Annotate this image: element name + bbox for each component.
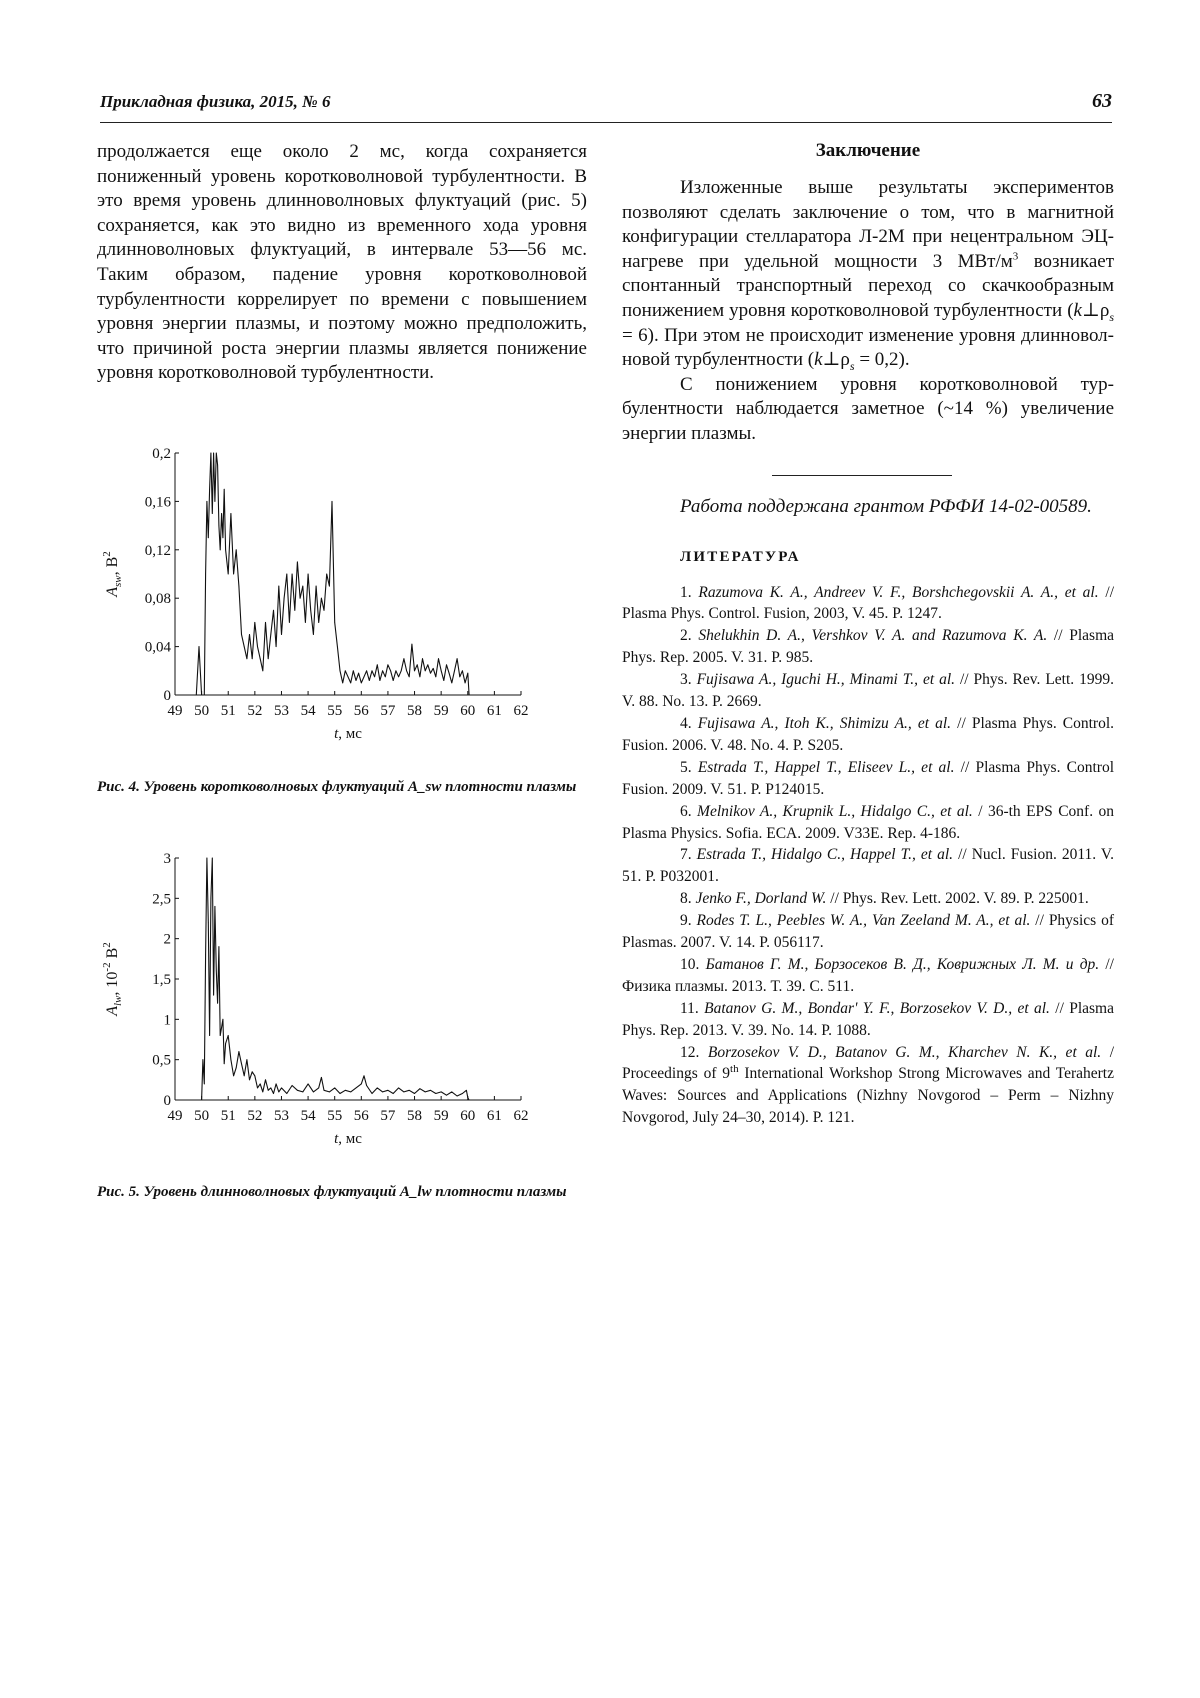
fig5-data-point [388, 1090, 389, 1091]
fig4-data-point [284, 598, 285, 599]
fig4-data-point [221, 513, 222, 514]
fig5-data-point [435, 1093, 436, 1094]
fig4-data-point [300, 598, 301, 599]
fig4-data-point [342, 683, 343, 684]
fig5-data-point [398, 1088, 399, 1089]
running-head [100, 90, 1112, 123]
fig5-data-point [425, 1092, 426, 1093]
fig4-data-point [205, 574, 206, 575]
fig4-data-point [326, 574, 327, 575]
fig5-data-point [467, 1097, 468, 1098]
fig5-y-tick-label: 0,5 [152, 1052, 171, 1069]
fig5-data-point [224, 1063, 225, 1064]
fig4-data-point [265, 622, 266, 623]
fig4-x-tick-label: 57 [380, 703, 396, 719]
fig4-data-point [209, 489, 210, 490]
fig4-data-point [377, 664, 378, 665]
fig4-data-point [308, 574, 309, 575]
fig4-data-point [233, 574, 234, 575]
fig4-x-tick-label: 52 [247, 703, 263, 719]
fig5-data-point [270, 1088, 271, 1089]
fig4-data-point [268, 658, 269, 659]
fig4-data-point [430, 673, 431, 674]
reference-item: 12. Borzosekov V. D., Batanov G. M., Kharchev N. K., et al. / Proceedings of 9th International Workshop Strong Microwaves and Terahertz Waves: Sources and Applications (Nizhny Novgorod – Perm – Nizhny Novgorod, July 24–30, 2014). P. 121. [622, 1043, 1115, 1127]
fig4-data-point [425, 670, 426, 671]
fig4-data-point [350, 683, 351, 684]
fig4-data-point [356, 680, 357, 681]
fig5-data-point [228, 1035, 229, 1036]
figure-5 [97, 850, 587, 1180]
fig5-data-point [209, 1035, 210, 1036]
conclusion-paragraph-1 [622, 176, 1114, 373]
fig5-x-tick-label: 57 [380, 1108, 396, 1124]
fig5-data-point [318, 1088, 319, 1089]
fig4-data-point [302, 586, 303, 587]
figure-5-caption-text: Рис. 5. Уровень длинноволновых флуктуаций A_lw плотности плазмы [97, 1184, 567, 1200]
reference-item: 5. Estrada T., Happel T., Eliseev L., et al. // Plasma Phys. Control Fusion. 2009. V. 51. P. P124015. [622, 758, 1115, 798]
fig4-data-point [260, 658, 261, 659]
fig5-data-point [212, 858, 213, 859]
figure-4-chart [97, 445, 587, 770]
fig5-data-point [207, 858, 208, 859]
fig4-data-point [273, 610, 274, 611]
references-title: ЛИТЕРАТУРА [680, 548, 801, 565]
fig4-data-point [292, 574, 293, 575]
fig5-data-point [225, 1043, 226, 1044]
fig4-x-tick-label: 61 [486, 703, 502, 719]
fig4-data-point [393, 680, 394, 681]
fig4-data-point [465, 683, 466, 684]
fig5-data-point [356, 1088, 357, 1089]
fig4-data-point [427, 664, 428, 665]
fig5-data-point [334, 1088, 335, 1089]
fig5-data-point [297, 1090, 298, 1091]
figure-4 [97, 445, 587, 775]
fig4-data-point [321, 598, 322, 599]
fig4-data-point [469, 695, 470, 696]
fig5-data-point [457, 1096, 458, 1097]
fig5-data-point [247, 1059, 248, 1060]
fig5-x-tick-label: 49 [167, 1108, 183, 1124]
fig4-x-tick-label: 49 [167, 703, 183, 719]
fig5-y-tick-label: 1 [163, 1012, 171, 1029]
fig5-data-point [366, 1085, 367, 1086]
conclusion-sup: 3 [1012, 250, 1019, 263]
fig5-data-point [211, 898, 212, 899]
fig4-data-point [236, 549, 237, 550]
fig4-data-point [417, 664, 418, 665]
fig5-data-point [469, 1100, 470, 1101]
reference-item: 3. Fujisawa A., Iguchi H., Minami T., et al. // Phys. Rev. Lett. 1999. V. 88. No. 13. P. 2669. [622, 671, 1115, 711]
fig4-data-point [459, 676, 460, 677]
fig4-x-tick-label: 50 [194, 703, 210, 719]
fig4-data-point [244, 646, 245, 647]
fig4-data-point [433, 668, 434, 669]
fig5-y-tick-label: 3 [163, 851, 171, 867]
conclusion-text-c: = 6). При этом не происходит изменение уровня длинноволновой турбулентности ( [622, 324, 1114, 371]
fig4-y-tick-label: 0,2 [152, 446, 171, 462]
fig5-data-point [252, 1071, 253, 1072]
fig4-data-point [228, 574, 229, 575]
conclusion-text-a: Изложенные выше результаты экспериментов позволяют сделать заключение о том, что в магнитной конфигурации стелларатора Л-2М при нецентральном ЭЦ-нагреве при удельной мощности 3 МВт/м [622, 177, 1114, 272]
fig4-x-tick-label: 62 [513, 703, 529, 719]
fig4-data-point [262, 670, 263, 671]
fig4-data-point [324, 610, 325, 611]
reference-item: 9. Rodes T. L., Peebles W. A., Van Zeeland M. A., et al. // Physics of Plasmas. 2007. V. 14. P. 056117. [622, 912, 1114, 952]
reference-item: 6. Melnikov A., Krupnik L., Hidalgo C., et al. / 36-th EPS Conf. on Plasma Physics. Sofia. ECA. 2009. V33E. Rep. 4-186. [622, 802, 1115, 842]
fig4-data-point [241, 634, 242, 635]
fig4-data-point [435, 676, 436, 677]
fig4-data-point [249, 634, 250, 635]
fig4-x-tick-label: 51 [220, 703, 236, 719]
fig4-data-point [254, 622, 255, 623]
conclusion-text-b: возникает спонтанный транспортный переход со скачкообразным понижением уровня коротковолновой турбулентности ( [622, 250, 1115, 321]
fig5-x-tick-label: 59 [433, 1108, 449, 1124]
fig4-data-point [310, 610, 311, 611]
symbol-k-2: k [814, 349, 823, 371]
reference-item: 4. Fujisawa A., Itoh K., Shimizu A., et al. // Plasma Phys. Control. Fusion. 2006. V. 48. No. 4. P. S205. [622, 714, 1115, 754]
fig5-x-tick-label: 56 [353, 1108, 369, 1124]
figure-4-caption [97, 777, 587, 797]
fig4-data-point [219, 525, 220, 526]
fig4-data-point [211, 453, 212, 454]
fig4-x-tick-label: 59 [433, 703, 449, 719]
fig5-data-point [466, 1090, 467, 1091]
fig5-data-point [278, 1092, 279, 1093]
fig4-y-tick-label: 0,12 [144, 542, 171, 559]
fig4-data-point [313, 634, 314, 635]
fig4-data-point [467, 673, 468, 674]
fig4-data-point [213, 453, 214, 454]
fig4-data-point [372, 670, 373, 671]
fig4-data-point [361, 683, 362, 684]
fig4-data-point [438, 658, 439, 659]
fig4-data-point [385, 676, 386, 677]
fig5-x-tick-label: 50 [194, 1108, 210, 1124]
fig5-data-point [219, 946, 220, 947]
fig4-data-point [374, 676, 375, 677]
fig4-data-point [215, 501, 216, 502]
conclusion-text-d: = 0,2). [854, 349, 910, 371]
fig4-data-point [276, 646, 277, 647]
symbol-perp-rho: ⊥ρ [1081, 299, 1110, 321]
fig4-data-point [196, 695, 197, 696]
fig4-data-point [220, 549, 221, 550]
fig4-data-point [451, 683, 452, 684]
fig4-y-label: $A_{sw}$, $В^2$ [101, 551, 124, 597]
fig4-data-point [454, 670, 455, 671]
fig4-data-point [294, 610, 295, 611]
fig5-x-tick-label: 54 [300, 1108, 316, 1124]
fig5-data-point [217, 1003, 218, 1004]
fig4-data-point [390, 670, 391, 671]
fig4-data-point [449, 673, 450, 674]
fig4-data-point [412, 644, 413, 645]
fig5-x-tick-label: 53 [273, 1108, 289, 1124]
fig5-data-point [414, 1093, 415, 1094]
fig4-data-point [225, 549, 226, 550]
acknowledgement: Работа поддержана грантом РФФИ 14-02-00589. [680, 495, 1092, 517]
fig4-data-point [212, 513, 213, 514]
fig5-data-point [377, 1088, 378, 1089]
fig4-data-point [270, 634, 271, 635]
fig4-x-tick-label: 56 [353, 703, 369, 719]
fig5-y-tick-label: 1,5 [152, 972, 171, 988]
fig5-data-point [203, 1059, 204, 1060]
fig4-data-point [398, 676, 399, 677]
fig4-data-point [257, 646, 258, 647]
fig4-data-point [388, 664, 389, 665]
fig4-data-point [223, 537, 224, 538]
fig4-x-tick-label: 60 [460, 703, 476, 719]
fig5-data-point [249, 1079, 250, 1080]
fig4-data-point [278, 586, 279, 587]
fig5-data-point [420, 1088, 421, 1089]
fig5-data-point [324, 1090, 325, 1091]
figure-4-caption-text: Рис. 4. Уровень коротковолновых флуктуаций A_sw плотности плазмы [97, 779, 577, 795]
fig5-data-point [244, 1075, 245, 1076]
fig4-data-point [316, 586, 317, 587]
left-paragraph: продолжается еще около 2 мс, когда сохраняется пониженный уровень коротковолновой турбулентности. В это время уровень длинноволновых флуктуаций (рис. 5) сохраняется, как это видно из временного хода уровня длинноволновых флуктуаций, в интервале 53—56 мс. Таким образом, падение уровня коротковолновой турбулентности коррелирует по времени с повышением уровня энергии плазмы, и поэтому можно предположить, что причиной роста энергии плазмы является понижение уровня коротковолновой турбулентности. [97, 141, 587, 384]
reference-item: 2. Shelukhin D. A., Vershkov V. A. and Razumova K. A. // Plasma Phys. Rep. 2005. V. 31. P. 985. [622, 627, 1115, 667]
left-column [97, 140, 587, 386]
fig4-data-point [422, 658, 423, 659]
fig4-x-tick-label: 55 [327, 703, 343, 719]
fig4-data-point [401, 670, 402, 671]
fig5-data-point [208, 922, 209, 923]
fig4-data-point [289, 622, 290, 623]
fig5-data-point [329, 1092, 330, 1093]
fig5-x-tick-label: 55 [327, 1108, 343, 1124]
fig5-x-tick-label: 61 [486, 1108, 502, 1124]
fig4-data-point [364, 676, 365, 677]
fig4-data-point [208, 537, 209, 538]
fig4-data-point [329, 586, 330, 587]
fig4-series-line [196, 453, 469, 695]
fig4-data-point [216, 453, 217, 454]
fig4-y-tick-label: 0 [163, 688, 171, 704]
acknowledgement-rule [772, 475, 952, 476]
fig5-data-point [231, 1059, 232, 1060]
fig5-x-tick-label: 60 [460, 1108, 476, 1124]
fig4-data-point [409, 676, 410, 677]
reference-item: 11. Batanov G. M., Bondar' Y. F., Borzosekov V. D., et al. // Plasma Phys. Rep. 2013. V. 39. No. 14. P. 1088. [622, 999, 1114, 1039]
journal-title: Прикладная физика, 2015, № 6 [100, 92, 331, 111]
fig4-data-point [203, 695, 204, 696]
fig4-data-point [446, 664, 447, 665]
fig4-data-point [406, 670, 407, 671]
fig4-data-point [231, 513, 232, 514]
fig4-data-point [305, 622, 306, 623]
fig4-data-point [201, 695, 202, 696]
fig5-data-point [204, 1084, 205, 1085]
fig4-data-point [380, 680, 381, 681]
fig5-data-point [254, 1075, 255, 1076]
fig5-data-point [262, 1092, 263, 1093]
fig5-data-point [221, 1027, 222, 1028]
fig5-data-point [345, 1090, 346, 1091]
fig5-data-point [409, 1090, 410, 1091]
fig5-data-point [292, 1085, 293, 1086]
fig5-data-point [364, 1075, 365, 1076]
fig5-data-point [340, 1093, 341, 1094]
fig5-data-point [233, 1075, 234, 1076]
fig5-data-point [446, 1095, 447, 1096]
fig4-data-point [443, 680, 444, 681]
fig5-data-point [441, 1092, 442, 1093]
fig4-data-point [358, 673, 359, 674]
fig5-y-tick-label: 2 [163, 931, 171, 948]
fig4-y-tick-label: 0,04 [144, 639, 171, 656]
symbol-perp-rho-2: ⊥ρ [822, 349, 850, 371]
fig5-x-tick-label: 58 [407, 1108, 423, 1124]
fig5-data-point [241, 1063, 242, 1064]
fig4-y-tick-label: 0,08 [144, 591, 171, 608]
fig5-data-point [276, 1084, 277, 1085]
fig5-data-point [236, 1067, 237, 1068]
fig5-data-point [372, 1093, 373, 1094]
fig4-x-tick-label: 54 [300, 703, 316, 719]
fig4-x-tick-label: 53 [273, 703, 289, 719]
fig5-data-point [205, 954, 206, 955]
fig5-data-point [265, 1079, 266, 1080]
fig4-data-point [382, 670, 383, 671]
fig5-data-point [430, 1090, 431, 1091]
page-number: 63 [1092, 90, 1112, 112]
fig5-data-point [313, 1092, 314, 1093]
fig4-data-point [204, 695, 205, 696]
reference-item: 1. Razumova K. A., Andreev V. F., Borshchegovskii A. A., et al. // Plasma Phys. Control. Fusion, 2003, V. 45. P. 1247. [622, 583, 1114, 623]
fig5-x-label: t, мс [334, 1131, 362, 1147]
fig4-data-point [414, 670, 415, 671]
fig5-data-point [382, 1092, 383, 1093]
fig5-x-tick-label: 52 [247, 1108, 263, 1124]
fig4-data-point [396, 670, 397, 671]
fig4-data-point [353, 670, 354, 671]
fig4-data-point [366, 670, 367, 671]
fig5-y-label: $A_{lw}$, $10^{-2}$ $В^2$ [101, 942, 124, 1016]
fig4-data-point [286, 574, 287, 575]
fig5-data-point [462, 1093, 463, 1094]
fig5-data-point [215, 906, 216, 907]
fig4-data-point [247, 658, 248, 659]
fig5-data-point [321, 1077, 322, 1078]
fig4-data-point [345, 670, 346, 671]
fig5-data-point [260, 1084, 261, 1085]
fig4-data-point [297, 562, 298, 563]
right-column [622, 140, 1114, 1129]
fig4-data-point [318, 622, 319, 623]
fig5-data-point [220, 1035, 221, 1036]
fig5-data-point [350, 1092, 351, 1093]
fig4-data-point [199, 646, 200, 647]
symbol-s: s [1109, 309, 1114, 324]
section-title-conclusion: Заключение [815, 140, 921, 161]
conclusion-paragraph-2: С понижением уровня коротковолновой турбулентности наблюдается заметное (~14 %) увеличение энергии плазмы. [622, 373, 1114, 444]
fig5-data-point [404, 1092, 405, 1093]
fig4-data-point [337, 646, 338, 647]
fig5-x-tick-label: 51 [220, 1108, 236, 1124]
figure-5-chart [97, 850, 587, 1175]
fig5-series-line [199, 858, 469, 1100]
symbol-k: k [1073, 299, 1082, 321]
references-list [622, 582, 1114, 1130]
fig5-data-point [239, 1051, 240, 1052]
figure-5-caption [97, 1182, 587, 1202]
fig4-x-label: t, мс [334, 726, 362, 742]
fig4-data-point [348, 676, 349, 677]
fig5-data-point [201, 1100, 202, 1101]
fig5-data-point [199, 1100, 200, 1101]
fig4-data-point [334, 622, 335, 623]
fig5-y-tick-label: 0 [163, 1093, 171, 1109]
fig5-x-tick-label: 62 [513, 1108, 529, 1124]
fig4-data-point [340, 670, 341, 671]
fig4-data-point [369, 680, 370, 681]
fig4-data-point [441, 670, 442, 671]
fig5-data-point [286, 1093, 287, 1094]
fig5-data-point [308, 1084, 309, 1085]
fig4-data-point [332, 501, 333, 502]
fig4-y-tick-label: 0,16 [144, 494, 171, 511]
fig4-data-point [420, 676, 421, 677]
fig4-data-point [207, 501, 208, 502]
fig4-data-point [217, 465, 218, 466]
fig5-data-point [451, 1092, 452, 1093]
fig5-data-point [302, 1092, 303, 1093]
fig5-data-point [281, 1088, 282, 1089]
fig4-data-point [281, 634, 282, 635]
fig5-data-point [213, 995, 214, 996]
fig5-data-point [273, 1093, 274, 1094]
fig4-data-point [404, 658, 405, 659]
fig5-data-point [257, 1088, 258, 1089]
fig4-data-point [224, 489, 225, 490]
fig4-data-point [457, 658, 458, 659]
fig5-data-point [361, 1084, 362, 1085]
fig4-data-point [252, 658, 253, 659]
reference-item: 8. Jenko F., Dorland W. // Phys. Rev. Lett. 2002. V. 89. P. 225001. [680, 890, 1089, 908]
fig4-data-point [239, 586, 240, 587]
fig5-data-point [393, 1093, 394, 1094]
symbol-s-2: s [849, 358, 855, 373]
fig4-x-tick-label: 58 [407, 703, 423, 719]
fig5-data-point [223, 1019, 224, 1020]
reference-item: 10. Батанов Г. М., Борзосеков В. Д., Коврижных Л. М. и др. // Физика плазмы. 2013. Т. 39. С. 511. [622, 955, 1114, 995]
fig4-data-point [462, 670, 463, 671]
fig5-data-point [268, 1090, 269, 1091]
fig5-data-point [216, 971, 217, 972]
reference-item: 7. Estrada T., Hidalgo C., Happel T., et al. // Nucl. Fusion. 2011. V. 51. P. P032001. [622, 846, 1114, 886]
fig5-y-tick-label: 2,5 [152, 891, 171, 908]
